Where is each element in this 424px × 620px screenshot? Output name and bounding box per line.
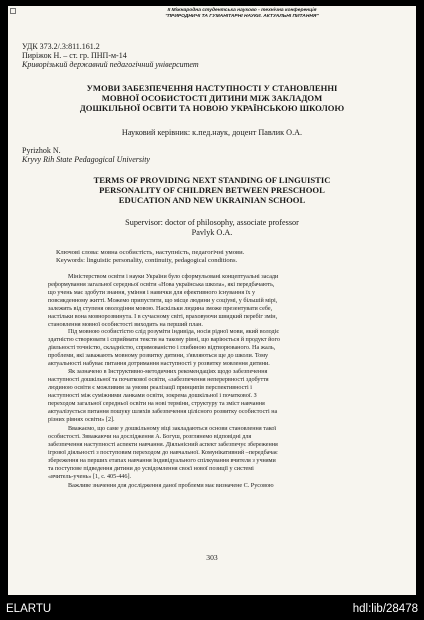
title-en-line: PERSONALITY OF CHILDREN BETWEEN PRESCHOOL: [99, 185, 325, 195]
title-en-line: EDUCATION AND NEW UKRAINIAN SCHOOL: [118, 195, 306, 205]
text-line: різних рівнях освіти» [2].: [48, 416, 115, 423]
title-ua-line: МОВНОЇ ОСОБИСТОСТІ ДИТИНИ МІЖ ЗАКЛАДОМ: [101, 93, 323, 103]
keywords-en: Keywords: linguistic personality, continuity, pedagogical conditions.: [56, 257, 238, 264]
text-line: повсякденному житті. Можемо припустити, що місце людини у соціумі, у більшій мірі,: [48, 297, 278, 304]
paragraph: [48, 483, 370, 491]
paragraph: [48, 369, 370, 425]
supervisor-en-line: Supervisor: doctor of philosophy, associate professor: [125, 218, 299, 227]
paragraph: [48, 274, 370, 330]
supervisor-ua: Науковий керівник: к.пед.наук, доцент Павлик О.А.: [121, 128, 303, 137]
author-ua: Пиріжок Н. – ст. гр. ПНП-м-14: [22, 51, 127, 60]
text-line: настільки вона мовнорозвинута. І в сучасному світі, враховуючи швидкий перебіг змін,: [48, 313, 278, 320]
text-line: «вчитель-учень» [1, с. 405-446].: [48, 473, 132, 480]
text-line: наступності між суміжними ланками освіти, зокрема дошкільної і початкової. З: [48, 392, 257, 399]
text-line: Важливе значення для дослідження даної проблеми має визначене С. Русовою: [68, 483, 274, 489]
text-line: діяльності точністю, складністю, спрямованістю і глибиною відтворюваного. На жаль,: [48, 344, 276, 351]
text-line: особистості. Звважаючи на дослідження А. Богуш, розглянемо відповідні для: [48, 433, 252, 440]
text-line: переходом загальної середньої освіти на нові терміни, структуру та зміст навчання: [48, 400, 265, 407]
title-en: [22, 175, 402, 205]
text-line: Вважаємо, що саме у дошкільному віці закладаються основи становлення такої: [68, 426, 277, 432]
document-page: [8, 6, 416, 595]
text-line: збереження на перших етапах навчання індивідуального спілкування вчителя з учнями: [48, 457, 276, 464]
page-number: 303: [206, 553, 218, 562]
keywords-ua: Ключові слова: мовна особистість, наступність, педагогічні умови.: [56, 249, 245, 256]
text-line: здатністю створювати і сприймати тексти на такому рівні, що варіюється й продукт його: [48, 336, 280, 343]
conference-line-2: "ПРИРОДНИЧІ ТА ГУМАНІТАРНІ НАУКИ. АКТУАЛЬНІ ПИТАННЯ": [165, 14, 319, 19]
paragraph: [48, 329, 370, 369]
conference-header: [108, 8, 376, 20]
author-en: Pyrizhok N.: [22, 146, 61, 155]
text-line: Міністерством освіти і науки України було сформульовані концептуальні засади: [68, 274, 279, 280]
supervisor-en: [22, 218, 402, 238]
supervisor-en-line: Pavlyk O.A.: [191, 228, 233, 237]
text-line: Як зазначено в Інструктивно-методичних рекомендаціях щодо забезпечення: [68, 369, 268, 375]
footer-handle-label: hdl:lib/28478: [352, 603, 418, 615]
text-line: людиною освіти є можливим за умови реалізації принципів перспективності і: [48, 384, 253, 391]
institution-en: Kryvy Rih State Pedagogical University: [22, 155, 150, 164]
text-line: актуалізується питання пошуку шляхів забезпечення цілісного розвитку особистості на: [48, 408, 278, 415]
text-line: проблеми, які заважають мовному розвитку дитини, з'являються ще до школи. Тому: [48, 352, 269, 359]
institution-ua: Криворізький державний педагогічний університет: [22, 60, 199, 69]
corner-mark: [10, 8, 16, 14]
footer-source-label: ELARTU: [6, 603, 52, 615]
text-line: та поступове підведення дитини до усвідомлення своєї нової позиції у системі: [48, 465, 254, 472]
text-line: Під мовною особистістю слід розуміти індивіда, носія рідної мови, який володіє: [68, 329, 280, 335]
paragraph: [48, 426, 370, 482]
text-line: актуальності набуває питання дотримання наступності у розвитку мовлення дитини.: [48, 360, 270, 367]
text-line: що учень має здобути знання, уміння і навички для ефективного існування їх у: [48, 289, 256, 296]
title-ua: [22, 83, 402, 113]
title-en-line: TERMS OF PROVIDING NEXT STANDING OF LINGUISTIC: [93, 175, 331, 185]
text-line: забезпечення наступності аспекти навчання. Діяльнісний аспект забезпечує збереження: [48, 441, 278, 448]
title-ua-line: ДОШКІЛЬНОЇ ОСВІТИ ТА НОВОЮ УКРАЇНСЬКОЮ ШКОЛОЮ: [79, 103, 345, 113]
udc-code: УДК 373.2/.3:811.161.2: [22, 42, 100, 51]
text-line: реформування загальної середньої освіти «Нова українська школа», які передбачають,: [48, 281, 275, 288]
text-line: залежить від ступеня оволодіння мовою. Наскільки людина зможе презентувати себе,: [48, 305, 273, 312]
text-line: ігрової діяльності з поступовим переходом до навчальної. Комунікативний –передбачає: [48, 449, 278, 456]
text-line: наступності дошкільної та початкової освіти, «забезпечення неперервності здобуття: [48, 376, 269, 383]
text-line: становлення мовної особистості виходить на перший план.: [48, 321, 203, 328]
title-ua-line: УМОВИ ЗАБЕЗПЕЧЕННЯ НАСТУПНОСТІ У СТАНОВЛЕННІ: [86, 83, 338, 93]
conference-line-1: II Міжнародна студентська науково - технічна конференція: [167, 8, 317, 13]
